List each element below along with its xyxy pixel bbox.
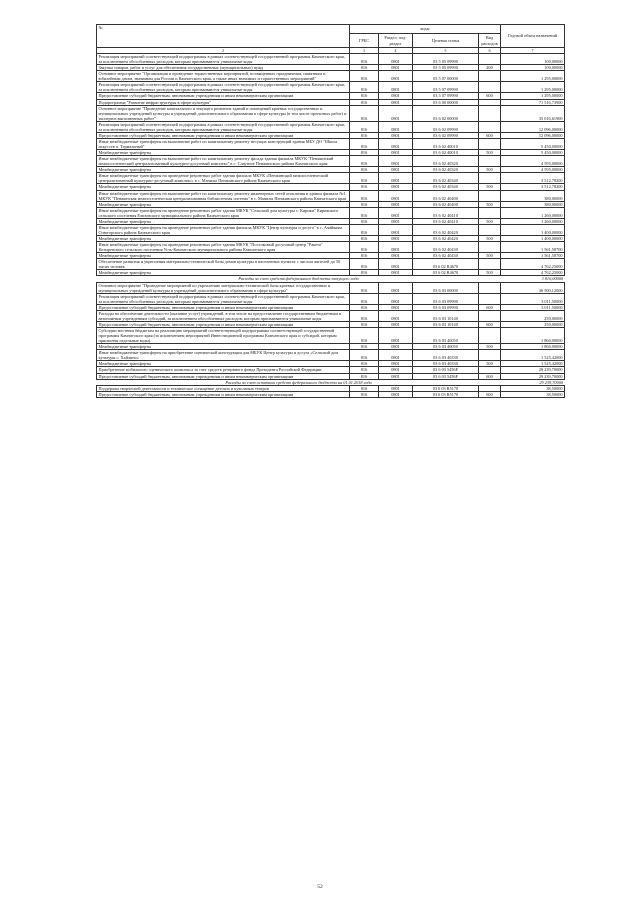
row-grbs: 816 xyxy=(350,328,379,344)
funding-note: Расходы за счет остатков средств федерального бюджета на 01.01.2018 года xyxy=(97,379,501,385)
funding-note-sum: 29 239,70000 xyxy=(501,379,565,385)
row-sum: 100,00000 xyxy=(501,65,565,71)
table-row xyxy=(97,224,565,235)
row-razdel: 0801 xyxy=(379,344,413,350)
row-razdel: 0801 xyxy=(379,65,413,71)
row-target-article: 03 6 00 00000 xyxy=(413,99,479,105)
row-sum: 4 762,25000 xyxy=(501,270,565,276)
row-grbs: 816 xyxy=(350,270,379,276)
row-name: Основное мероприятие "Проведение мероприятий по укреплению материально-технической базы краевых государственных и муниципальных учреждений культуры и учреждений дополнительного образования в сфере культуры" xyxy=(97,282,350,293)
row-razdel: 0801 xyxy=(379,156,413,167)
row-sum: 250,00000 xyxy=(501,310,565,321)
row-target-article: 03 6 03 R5170 xyxy=(413,385,479,391)
row-razdel: 0801 xyxy=(379,99,413,105)
row-target-article: 03 6 02 40400 xyxy=(413,201,479,207)
row-target-article: 03 6 03 40330 xyxy=(413,361,479,367)
row-sum: 3 011,50000 xyxy=(501,293,565,304)
row-name: Основное мероприятие "Проведение капитального и текущего ремонтов зданий и помещений краевых государственных и муниципальных учреждений культуры и учреждений дополнительного образования в сфере культуры (в том числе проектных работ) и экспертиз выполненных работ" xyxy=(97,105,350,121)
row-target-article: 03 6 03 40050 xyxy=(413,328,479,344)
table-body xyxy=(97,54,565,398)
row-sum: 380,00000 xyxy=(501,190,565,201)
row-grbs: 816 xyxy=(350,71,379,82)
row-name: Предоставление субсидий бюджетным, автономным учреждениям и иным некоммерческим организациям xyxy=(97,93,350,99)
row-expense-type xyxy=(479,54,501,65)
row-name: Межбюджетные трансферты xyxy=(97,253,350,259)
row-name: Межбюджетные трансферты xyxy=(97,184,350,190)
row-name: Предоставление субсидий бюджетным, автономным учреждениям и иным некоммерческим организациям xyxy=(97,304,350,310)
table-row xyxy=(97,259,565,270)
row-sum: 1 525,42000 xyxy=(501,361,565,367)
row-target-article: 03 6 03 5456F xyxy=(413,367,479,373)
row-name: Приобретение мобильного сценического комплекса за счет средств резервного фонда Президента Российской Федерации xyxy=(97,367,350,373)
row-expense-type xyxy=(479,328,501,344)
row-grbs: 816 xyxy=(350,93,379,99)
row-sum: 100,00000 xyxy=(501,54,565,65)
row-name: Иные межбюджетные трансферты на проведение ремонтных работ здания филиала МКУК «Пенжинский межпоселенческий централизованный культурно-досуговый комплекс» в с. Манилы Пенжинского района Камчатского края xyxy=(97,173,350,184)
row-expense-type xyxy=(479,71,501,82)
row-grbs: 816 xyxy=(350,190,379,201)
row-grbs: 816 xyxy=(350,367,379,373)
row-grbs: 816 xyxy=(350,150,379,156)
row-expense-type: 600 xyxy=(479,321,501,327)
row-name: Реализация мероприятий соответствующей подпрограммы в рамках соответствующей государственной программы Камчатского края, за исключением обособленных расходов, которым присваиваются уникальные коды xyxy=(97,293,350,304)
row-grbs: 816 xyxy=(350,224,379,235)
row-sum: 1 561,58700 xyxy=(501,242,565,253)
row-sum: 3 512,78200 xyxy=(501,173,565,184)
row-target-article: 03 6 02 40320 xyxy=(413,156,479,167)
row-razdel: 0801 xyxy=(379,282,413,293)
row-target-article: 03 6 02 09990 xyxy=(413,132,479,138)
row-target-article: 03 6 03 10140 xyxy=(413,321,479,327)
row-grbs: 816 xyxy=(350,207,379,218)
row-grbs: 816 xyxy=(350,167,379,173)
row-expense-type: 600 xyxy=(479,304,501,310)
header-index: 7 xyxy=(501,48,565,54)
row-name: Межбюджетные трансферты xyxy=(97,150,350,156)
row-razdel: 0801 xyxy=(379,373,413,379)
table-row xyxy=(97,282,565,293)
row-expense-type: 500 xyxy=(479,253,501,259)
row-razdel: 0801 xyxy=(379,207,413,218)
row-razdel: 0801 xyxy=(379,71,413,82)
row-grbs: 816 xyxy=(350,293,379,304)
row-grbs: 816 xyxy=(350,391,379,397)
row-razdel: 0801 xyxy=(379,224,413,235)
row-target-article: 03 6 03 10140 xyxy=(413,310,479,321)
budget-table xyxy=(96,24,565,398)
row-name: Иные межбюджетные трансферты на выполнение работ по капитальному ремонту несущих конструкций здания МБУ ДО "Школа искусств п. Термальный" xyxy=(97,138,350,149)
row-sum: 36 500,12000 xyxy=(501,282,565,293)
row-name: Иные межбюджетные трансферты на проведение ремонтных работ здания МКУК "Поселковый досуговый центр "Ракета" Козыревского сельского поселения Усть-Камчатского муниципального района Камчатского края xyxy=(97,242,350,253)
row-expense-type xyxy=(479,259,501,270)
row-expense-type xyxy=(479,121,501,132)
table-row xyxy=(97,190,565,201)
row-name: Предоставление субсидий бюджетным, автономным учреждениям и иным некоммерческим организациям xyxy=(97,373,350,379)
row-expense-type: 600 xyxy=(479,391,501,397)
row-name: Межбюджетные трансферты xyxy=(97,167,350,173)
row-sum: 1 295,00000 xyxy=(501,93,565,99)
row-grbs: 816 xyxy=(350,218,379,224)
row-razdel: 0801 xyxy=(379,54,413,65)
row-expense-type: 500 xyxy=(479,150,501,156)
row-target-article: 03 6 02 40340 xyxy=(413,184,479,190)
row-target-article: 03 6 03 R5170 xyxy=(413,391,479,397)
header-index: 3 xyxy=(350,48,379,54)
row-grbs: 816 xyxy=(350,242,379,253)
row-expense-type xyxy=(479,350,501,361)
row-sum: 29 239,70000 xyxy=(501,373,565,379)
row-name: Поддержка творческой деятельности и техническое оснащение детских и кукольных театров xyxy=(97,385,350,391)
row-name: Закупка товаров, работ и услуг для обеспечения государственных (муниципальных) нужд xyxy=(97,65,350,71)
row-target-article: 03 6 03 09990 xyxy=(413,293,479,304)
header-expense-type: Вид расходов xyxy=(479,34,501,48)
row-expense-type xyxy=(479,156,501,167)
row-sum: 3 011,50000 xyxy=(501,304,565,310)
row-razdel: 0801 xyxy=(379,201,413,207)
row-grbs: 816 xyxy=(350,121,379,132)
row-grbs: 816 xyxy=(350,156,379,167)
row-name: Реализация мероприятий соответствующей подпрограммы в рамках соответствующей государственной программы Камчатского края, за исключением обособленных расходов, которым присваиваются уникальные коды xyxy=(97,121,350,132)
row-sum: 1 295,00000 xyxy=(501,82,565,93)
row-target-article: 03 6 02 40420 xyxy=(413,224,479,235)
row-name: Предоставление субсидий бюджетным, автономным учреждениям и иным некоммерческим организациям xyxy=(97,321,350,327)
row-razdel: 0801 xyxy=(379,391,413,397)
header-grbs: ГРБС xyxy=(350,34,379,48)
row-grbs: 816 xyxy=(350,201,379,207)
row-target-article: 03 6 02 40430 xyxy=(413,253,479,259)
row-grbs: 816 xyxy=(350,99,379,105)
budget-sheet xyxy=(96,24,564,398)
row-expense-type xyxy=(479,138,501,149)
row-razdel: 0801 xyxy=(379,321,413,327)
table-header xyxy=(97,25,565,54)
table-row xyxy=(97,293,565,304)
row-grbs: 816 xyxy=(350,253,379,259)
row-expense-type: 500 xyxy=(479,184,501,190)
row-expense-type xyxy=(479,105,501,121)
funding-note: Расходы за счет средств федерального бюджета текущего года xyxy=(97,276,501,282)
row-target-article: 03 6 02 40340 xyxy=(413,173,479,184)
row-sum: 3 512,78200 xyxy=(501,184,565,190)
row-sum: 1 260,00000 xyxy=(501,218,565,224)
row-name: Предоставление субсидий бюджетным, автономным учреждениям и иным некоммерческим организациям xyxy=(97,132,350,138)
header-index: 2 xyxy=(97,48,350,54)
header-number: № xyxy=(97,25,350,48)
row-expense-type xyxy=(479,224,501,235)
row-target-article: 03 6 03 09990 xyxy=(413,304,479,310)
row-sum: 12 096,00000 xyxy=(501,132,565,138)
row-razdel: 0801 xyxy=(379,242,413,253)
table-row xyxy=(97,156,565,167)
row-target-article: 03 6 02 40400 xyxy=(413,190,479,201)
row-target-article: 03 5 07 09990 xyxy=(413,82,479,93)
row-grbs: 816 xyxy=(350,259,379,270)
table-row xyxy=(97,138,565,149)
row-sum: 4 595,00000 xyxy=(501,167,565,173)
row-razdel: 0801 xyxy=(379,105,413,121)
row-razdel: 0801 xyxy=(379,293,413,304)
row-razdel: 0801 xyxy=(379,253,413,259)
row-sum: 12 096,00000 xyxy=(501,121,565,132)
row-sum: 1 860,00000 xyxy=(501,328,565,344)
row-expense-type xyxy=(479,190,501,201)
row-name: Субсидии местным бюджетам на реализацию мероприятий соответствующей подпрограммы соответствующей государственной программы Камчатского края (за исключением мероприятий Инвестиционной программы Камчатского края и субсидий, которым присвоены отдельные коды) xyxy=(97,328,350,344)
row-name: Предоставление субсидий бюджетным, автономным учреждениям и иным некоммерческим организациям xyxy=(97,391,350,397)
row-grbs: 816 xyxy=(350,82,379,93)
row-razdel: 0801 xyxy=(379,167,413,173)
row-razdel: 0801 xyxy=(379,132,413,138)
row-expense-type: 600 xyxy=(479,93,501,99)
row-grbs: 816 xyxy=(350,321,379,327)
row-target-article: 03 6 02 R4670 xyxy=(413,270,479,276)
row-sum: 38,50000 xyxy=(501,385,565,391)
row-razdel: 0801 xyxy=(379,328,413,344)
row-razdel: 0801 xyxy=(379,361,413,367)
header-index: 6 xyxy=(479,48,501,54)
row-sum: 1 561,58700 xyxy=(501,253,565,259)
row-target-article: 03 6 02 40320 xyxy=(413,167,479,173)
row-expense-type: 500 xyxy=(479,218,501,224)
table-row xyxy=(97,242,565,253)
table-row xyxy=(97,82,565,93)
row-razdel: 0801 xyxy=(379,184,413,190)
row-expense-type: 500 xyxy=(479,201,501,207)
row-target-article: 03 6 03 5456F xyxy=(413,373,479,379)
row-sum: 1 260,00000 xyxy=(501,207,565,218)
row-target-article: 03 6 03 00000 xyxy=(413,282,479,293)
row-name: Расходы на обеспечение деятельности (оказание услуг) учреждений, в том числе на предоставление государственным бюджетным и автономным учреждениям субсидий, за исключением обособленных расходов, которым присваиваются уникальные коды xyxy=(97,310,350,321)
row-target-article: 03 6 02 40410 xyxy=(413,218,479,224)
table-row xyxy=(97,310,565,321)
row-name: Обеспечение развития и укрепления материально-технической базы домов культуры в населенных пунктах с числом жителей до 50 тысяч человек xyxy=(97,259,350,270)
table-row xyxy=(97,391,565,397)
page-number: 52 xyxy=(317,884,323,890)
row-razdel: 0801 xyxy=(379,236,413,242)
row-target-article: 03 6 02 09990 xyxy=(413,121,479,132)
row-target-article: 03 6 02 00000 xyxy=(413,105,479,121)
row-name: Иные межбюджетные трансферты на приобретение сценической конструкции для МБУК Центр культуры и досуга «Сельский дом культуры с. Хайлино» xyxy=(97,350,350,361)
row-expense-type xyxy=(479,282,501,293)
row-target-article: 03 6 02 R4670 xyxy=(413,259,479,270)
row-expense-type xyxy=(479,293,501,304)
row-sum: 38,50000 xyxy=(501,391,565,397)
row-grbs: 816 xyxy=(350,65,379,71)
row-grbs: 816 xyxy=(350,361,379,367)
table-row xyxy=(97,207,565,218)
row-razdel: 0801 xyxy=(379,218,413,224)
row-name: Иные межбюджетные трансферты на проведение ремонтных работ здания филиала МКУК "Центр культуры и досуга" в с. Ачайваям Олюторского района Камчатского края xyxy=(97,224,350,235)
row-grbs: 816 xyxy=(350,138,379,149)
header-razdel: Раздел, под-раздел xyxy=(379,34,413,48)
table-row xyxy=(97,105,565,121)
row-grbs: 816 xyxy=(350,236,379,242)
row-target-article: 03 5 07 09990 xyxy=(413,93,479,99)
row-target-article: 03 5 05 09990 xyxy=(413,54,479,65)
row-target-article: 03 6 03 40050 xyxy=(413,344,479,350)
row-sum: 35 016,61900 xyxy=(501,105,565,121)
row-name: Реализация мероприятий соответствующей подпрограммы в рамках соответствующей государственной программы Камчатского края, за исключением обособленных расходов, которым присваиваются уникальные коды xyxy=(97,54,350,65)
row-sum: 1 400,00000 xyxy=(501,236,565,242)
row-expense-type xyxy=(479,173,501,184)
row-expense-type: 500 xyxy=(479,236,501,242)
row-razdel: 0801 xyxy=(379,121,413,132)
header-index: 4 xyxy=(379,48,413,54)
row-expense-type: 600 xyxy=(479,132,501,138)
row-razdel: 0801 xyxy=(379,138,413,149)
table-row xyxy=(97,121,565,132)
row-name: Реализация мероприятий соответствующей подпрограммы в рамках соответствующей государственной программы Камчатского края, за исключением обособленных расходов, которым присваиваются уникальные коды xyxy=(97,82,350,93)
row-grbs: 816 xyxy=(350,105,379,121)
row-razdel: 0801 xyxy=(379,259,413,270)
row-target-article: 03 6 02 40430 xyxy=(413,242,479,253)
row-grbs: 816 xyxy=(350,54,379,65)
row-expense-type: 500 xyxy=(479,167,501,173)
row-name: Межбюджетные трансферты xyxy=(97,270,350,276)
row-grbs: 816 xyxy=(350,350,379,361)
row-sum: 250,00000 xyxy=(501,321,565,327)
row-sum: 4 762,25000 xyxy=(501,259,565,270)
row-razdel: 0801 xyxy=(379,367,413,373)
header-sum: Годовой объем назначений xyxy=(501,25,565,48)
row-expense-type: 200 xyxy=(479,65,501,71)
row-sum: 1 525,42000 xyxy=(501,350,565,361)
row-grbs: 816 xyxy=(350,373,379,379)
row-grbs: 816 xyxy=(350,184,379,190)
header-codes: коды xyxy=(350,25,501,34)
row-grbs: 816 xyxy=(350,304,379,310)
table-row xyxy=(97,328,565,344)
row-razdel: 0801 xyxy=(379,270,413,276)
row-expense-type xyxy=(479,207,501,218)
row-sum: 1 400,00000 xyxy=(501,224,565,235)
header-target-article: Целевая статья xyxy=(413,34,479,48)
row-grbs: 816 xyxy=(350,344,379,350)
row-sum: 1 295,00000 xyxy=(501,71,565,82)
row-grbs: 816 xyxy=(350,282,379,293)
funding-note-sum: 3 810,00000 xyxy=(501,276,565,282)
row-name: Иные межбюджетные трансферты на проведение ремонтных работ здания МКУК "Сельский дом культуры с. Кирики" Кирикского сельского поселения Елизовского муниципального района Камчатского края xyxy=(97,207,350,218)
row-name: Иные межбюджетные трансферты на выполнение работ по капитальному ремонту фасада здания филиала МКУК "Пенжинский межпоселенческий централизованный культурно-досуговый комплекс" в с. Слаутное Пенжинского района Камчатского края xyxy=(97,156,350,167)
row-name: Межбюджетные трансферты xyxy=(97,236,350,242)
table-row xyxy=(97,173,565,184)
row-expense-type: 500 xyxy=(479,361,501,367)
row-sum: 4 595,00000 xyxy=(501,156,565,167)
row-expense-type: 500 xyxy=(479,270,501,276)
row-razdel: 0801 xyxy=(379,385,413,391)
row-sum: 380,00000 xyxy=(501,201,565,207)
row-expense-type xyxy=(479,310,501,321)
row-sum: 5 450,00000 xyxy=(501,138,565,149)
row-name: Основное мероприятие "Организация и проведение торжественных мероприятий, посвященных праздничным, памятным и юбилейным датам, значимым для России и Камчатского края, а также иных значимых и торжественных мероприятий" xyxy=(97,71,350,82)
row-grbs: 816 xyxy=(350,385,379,391)
row-razdel: 0801 xyxy=(379,150,413,156)
row-target-article: 03 6 02 40010 xyxy=(413,138,479,149)
row-razdel: 0801 xyxy=(379,173,413,184)
row-target-article: 03 6 03 40330 xyxy=(413,350,479,361)
row-razdel: 0801 xyxy=(379,310,413,321)
row-name: Межбюджетные трансферты xyxy=(97,344,350,350)
row-name: Межбюджетные трансферты xyxy=(97,218,350,224)
row-razdel: 0801 xyxy=(379,93,413,99)
row-name: Подпрограмма "Развитие инфраструктуры в сфере культуры" xyxy=(97,99,350,105)
header-index: 5 xyxy=(413,48,479,54)
row-sum: 5 450,00000 xyxy=(501,150,565,156)
row-name: Иные межбюджетные трансферты на выполнение работ по капитальному ремонту инженерных сетей отопления в здании филиала №1 МКУК "Пенжинская межпоселенческая централизованная библиотечная система" в с. Манилы Пенжинского района Камчатского края xyxy=(97,190,350,201)
table-row xyxy=(97,54,565,65)
table-row xyxy=(97,350,565,361)
row-grbs: 816 xyxy=(350,132,379,138)
table-row xyxy=(97,71,565,82)
row-sum: 71 516,73900 xyxy=(501,99,565,105)
row-razdel: 0801 xyxy=(379,350,413,361)
row-sum: 1 860,00000 xyxy=(501,344,565,350)
row-name: Межбюджетные трансферты xyxy=(97,201,350,207)
row-razdel: 0801 xyxy=(379,82,413,93)
row-target-article: 03 6 02 40410 xyxy=(413,207,479,218)
row-grbs: 816 xyxy=(350,173,379,184)
row-expense-type: 500 xyxy=(479,344,501,350)
row-target-article: 03 5 05 09990 xyxy=(413,65,479,71)
row-expense-type: 600 xyxy=(479,373,501,379)
row-sum: 29 239,70000 xyxy=(501,367,565,373)
row-razdel: 0801 xyxy=(379,304,413,310)
row-name: Межбюджетные трансферты xyxy=(97,361,350,367)
row-razdel: 0801 xyxy=(379,190,413,201)
row-target-article: 03 6 02 40010 xyxy=(413,150,479,156)
row-expense-type xyxy=(479,242,501,253)
row-grbs: 816 xyxy=(350,310,379,321)
row-expense-type xyxy=(479,82,501,93)
row-target-article: 03 5 07 00000 xyxy=(413,71,479,82)
row-target-article: 03 6 02 40420 xyxy=(413,236,479,242)
